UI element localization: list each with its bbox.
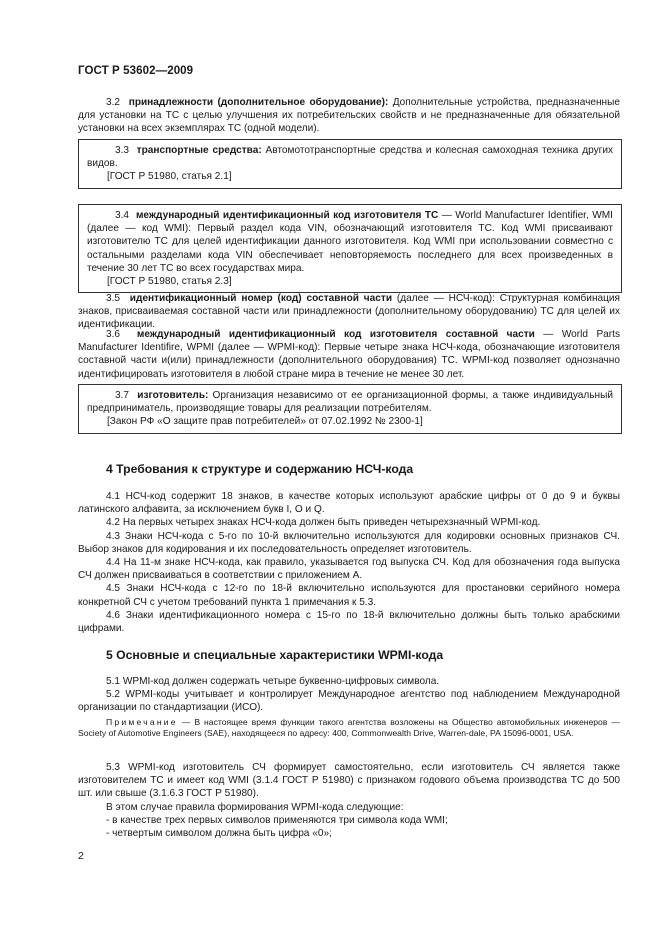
term: международный идентификационный код изготовителя ТС — [135, 210, 439, 221]
reference: [Закон РФ «О защите прав потребителей» от 07.02.1992 № 2300-1] — [107, 416, 423, 428]
section-4-heading: 4 Требования к структуре и содержанию НСЧ-кода — [106, 462, 414, 476]
clause-4-4: 4.4 На 11-м знаке НСЧ-кода, как правило, указывается год выпуска СЧ. Код для обозначения года выпуска СЧ должен присваиваться в соответствии с приложением А. — [78, 557, 620, 582]
rules-intro: В этом случае правила формирования WPMI-кода следующие: — [106, 801, 404, 813]
clause-5-2: 5.2 WPMI-коды учитывает и контролирует Международное агентство под наблюдением Международной организации по стандартизации (ИСО). — [78, 689, 620, 714]
clause-3-4-box: 3.4 международный идентификационный код изготовителя ТС — World Manufacturer Identifier, WMI (далее — код WMI): Первый раздел кода VIN, обозначающий изготовителя ТС. Код WMI присваивают изготовителю ТС для целей идентификации данного изготовителя. Код WMI при использовании совместно с остальными разделами кода VIN обеспечивает неповторяемость последнего для всех произведенных в течение 30 лет ТС во всех государствах мира. [ГОСТ Р 51980, статья 2.3] — [78, 204, 622, 293]
clause-5-1: 5.1 WPMI-код должен содержать четыре буквенно-цифровых символа. — [106, 676, 440, 687]
term: изготовитель: — [137, 390, 209, 401]
rule-item: - в качестве трех первых символов применяются три символа кода WMI; — [106, 814, 448, 826]
rule-item: - четвертым символом должна быть цифра «0»; — [106, 828, 332, 840]
reference: [ГОСТ Р 51980, статья 2.3] — [107, 276, 232, 288]
term: международный идентификационный код изготовителя составной части — [136, 329, 535, 340]
section-5-heading: 5 Основные и специальные характеристики WPMI-кода — [106, 648, 444, 662]
reference: [ГОСТ Р 51980, статья 2.1] — [107, 171, 232, 183]
clause-3-7-box: 3.7 изготовитель: Организация независимо от ее организационной формы, а также индивидуальный предприниматель, производящие товары для реализации потребителям. [Закон РФ «О защите прав потребителей» от 07.02.1992 № 2300-1] — [78, 384, 622, 434]
clause-4-1: 4.1 НСЧ-код содержит 18 знаков, в качестве которых используют арабские цифры от 0 до 9 и буквы латинского алфавита, за исключением букв I, O и Q. — [78, 491, 620, 516]
document-header: ГОСТ Р 53602—2009 — [78, 65, 194, 77]
clause-5-3: 5.3 WPMI-код изготовитель СЧ формирует самостоятельно, если изготовитель СЧ является также изготовителем ТС и имеет код WMI (3.1.4 ГОСТ Р 51980) с признаком годового объема производства ТС до 500 шт. или свыше (3.1.6.3 ГОСТ Р 51980). — [78, 762, 620, 800]
note-label: Примечание — [106, 717, 178, 727]
clause-3-3-box: 3.3 транспортные средства: Автомототранспортные средства и колесная самоходная техника других видов. [ГОСТ Р 51980, статья 2.1] — [78, 139, 622, 189]
clause-3-2: 3.2 принадлежности (дополнительное оборудование): Дополнительные устройства, предназначенные для установки на ТС с целью улучшения их потребительских свойств и не предназначенные для обязательной установки на всех экземплярах ТС (одной модели). — [78, 97, 620, 135]
clause-4-6: 4.6 Знаки идентификационного номера с 15-го по 18-й включительно должны быть только арабскими цифрами. — [78, 609, 620, 635]
clause-3-5: 3.5 идентификационный номер (код) составной части (далее — НСЧ-код): Структурная комбинация знаков, присваиваемая составной части или принадлежности (дополнительному оборудованию) ТС для целей их идентификации. — [78, 293, 621, 331]
section-5-body — [78, 675, 620, 715]
section-4-body — [78, 490, 620, 635]
clause-4-5: 4.5 Знаки НСЧ-кода с 12-го по 18-й включительно используются для простановки серийного номера конкретной СЧ с учетом требований пункта 1 примечания к 5.3. — [78, 583, 620, 608]
term: принадлежности (дополнительное оборудование): — [128, 97, 389, 108]
clause-4-2: 4.2 На первых четырех знаках НСЧ-кода должен быть приведен четырехзначный WPMI-код. — [106, 517, 541, 529]
page-number: 2 — [78, 850, 84, 862]
term: идентификационный номер (код) составной части — [129, 293, 393, 304]
clause-3-6: 3.6 международный идентификационный код изготовителя составной части — World Parts Manufacturer Identifire, WPMI (далее — WPMI-код): Первые четыре знака НСЧ-кода, обозначающие изготовителя составной части и(или) принадлежности (дополнительного оборудования) ТС. WPMI-код позволяет однозначно идентифицировать изготовителя в любой стране мира в течение не менее 30 лет. — [78, 329, 621, 380]
clause-4-3: 4.3 Знаки НСЧ-кода с 5-го по 10-й включительно используются для кодировки основных признаков СЧ. Выбор знаков для кодирования и их последовательность определяет изготовитель. — [78, 530, 620, 555]
term: транспортные средства: — [136, 145, 262, 156]
note: Примечание — В настоящее время функции такого агентства возложены на Общество автомобильных инженеров — Society of Automotive Engineers (SAE), находящееся по адресу: 400, Commonwealth Drive, Warren-dale, PA 15096-0001, USA. — [78, 717, 620, 739]
section-5-body-cont — [78, 761, 620, 840]
